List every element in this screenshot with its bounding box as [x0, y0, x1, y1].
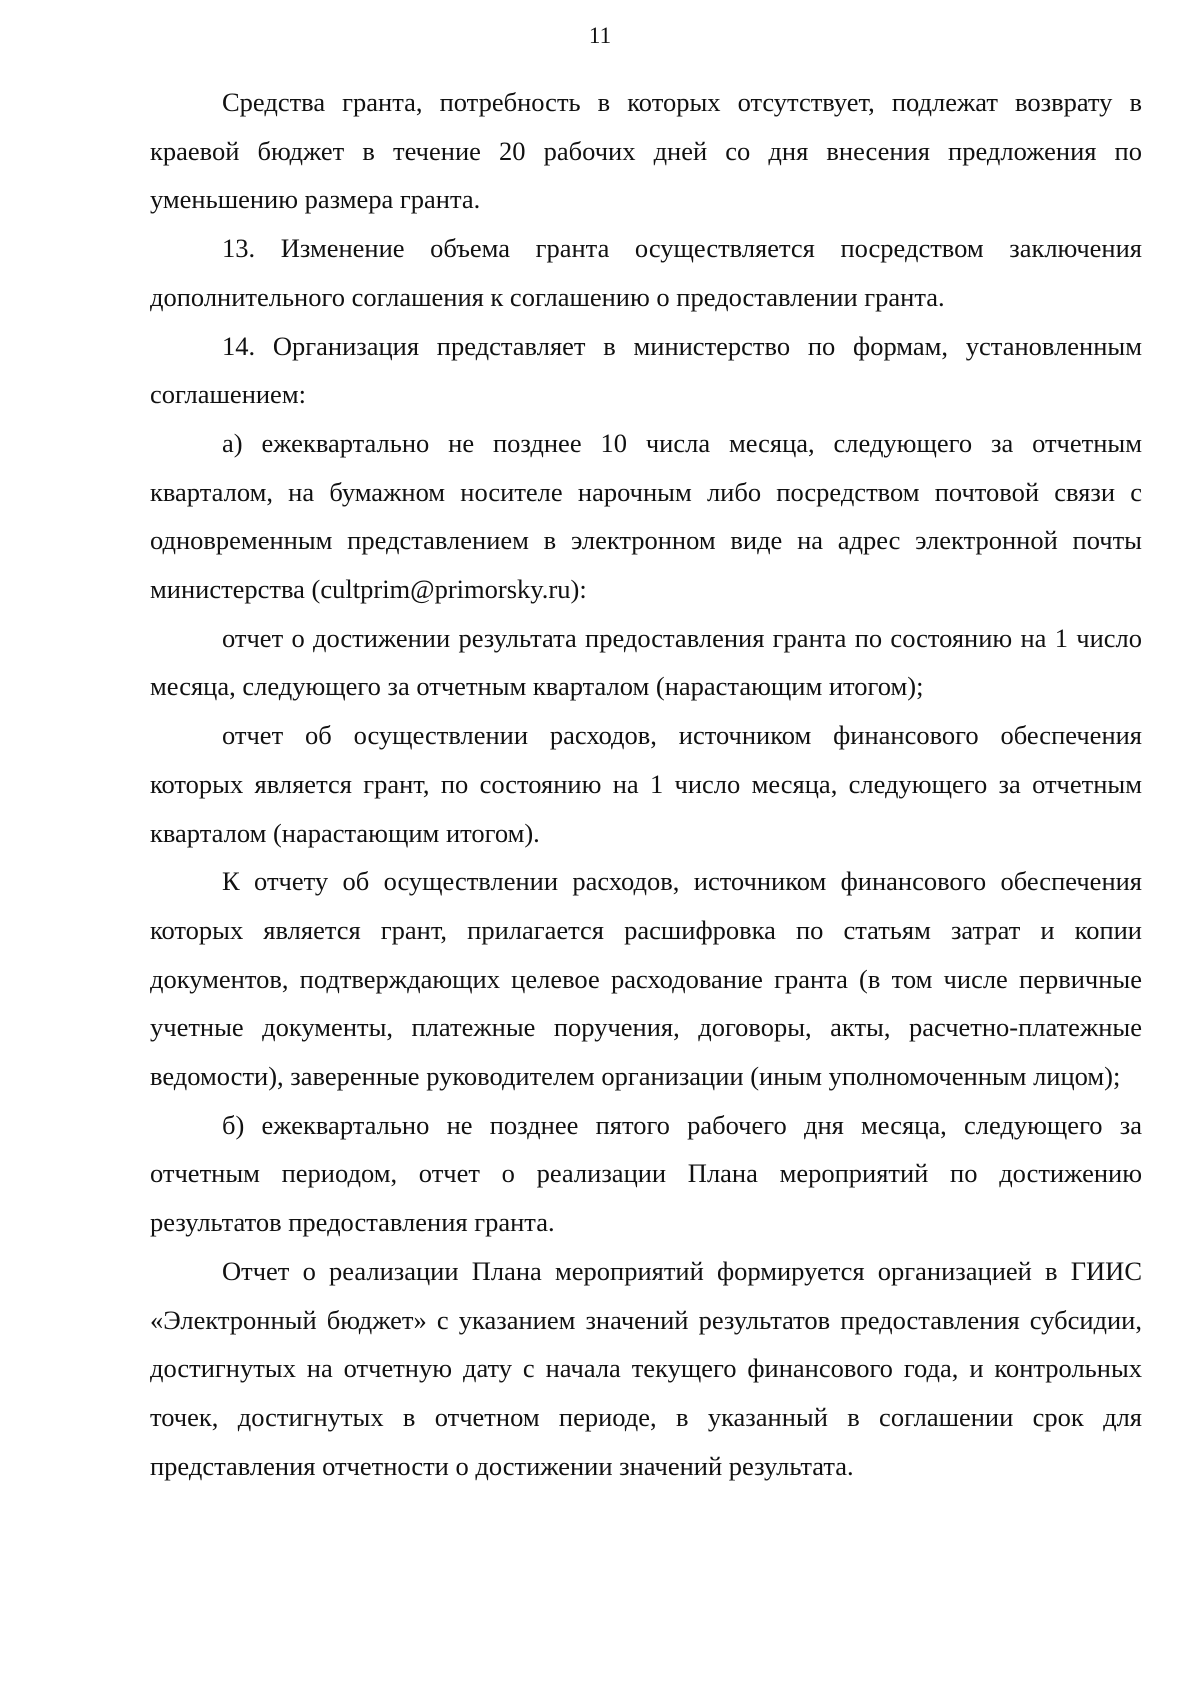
document-body [150, 78, 1142, 1490]
paragraph-expense-attachments: К отчету об осуществлении расходов, источником финансового обеспечения которых является грант, прилагается расшифровка по статьям затрат и копии документов, подтверждающих целевое расходование гранта (в том числе первичные учетные документы, платежные поручения, договоры, акты, расчетно-платежные ведомости), заверенные руководителем организации (иным уполномоченным лицом); [150, 866, 1142, 1092]
paragraph-14-reporting: 14. Организация представляет в министерство по формам, установленным соглашением: [150, 330, 1142, 410]
paragraph-grant-refund: Средства гранта, потребность в которых отсутствует, подлежат возврату в краевой бюджет в течение 20 рабочих дней со дня внесения предложения по уменьшению размера гранта. [150, 87, 1142, 215]
page-number: 11 [588, 23, 612, 48]
paragraph-13-grant-change: 13. Изменение объема гранта осуществляется посредством заключения дополнительного соглашения к соглашению о предоставлении гранта. [150, 233, 1142, 312]
paragraph-plan-report-formation: Отчет о реализации Плана мероприятий формируется организацией в ГИИС «Электронный бюджет» с указанием значений результатов предоставления субсидии, достигнутых на отчетную дату с начала текущего финансового года, и контрольных точек, достигнутых в отчетном периоде, в указанный в соглашении срок для представления отчетности о достижении значений результата. [150, 1255, 1142, 1481]
paragraph-14b-plan-report: б) ежеквартально не позднее пятого рабочего дня месяца, следующего за отчетным периодом, отчет о реализации Плана мероприятий по достижению результатов предоставления гранта. [150, 1109, 1142, 1238]
paragraph-expense-report: отчет об осуществлении расходов, источником финансового обеспечения которых является грант, по состоянию на 1 число месяца, следующего за отчетным кварталом (нарастающим итогом). [150, 720, 1142, 848]
paragraph-result-report: отчет о достижении результата предоставления гранта по состоянию на 1 число месяца, следующего за отчетным кварталом (нарастающим итогом); [150, 622, 1142, 702]
paragraph-14a-quarterly: а) ежеквартально не позднее 10 числа месяца, следующего за отчетным кварталом, на бумажном носителе нарочным либо посредством почтовой связи с одновременным представлением в электронном виде на адрес электронной почты министерства (cultprim@primorsky.ru): [150, 427, 1142, 605]
